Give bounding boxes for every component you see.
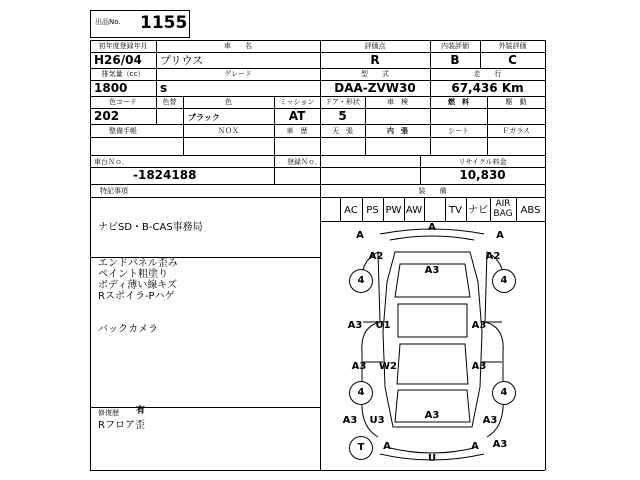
equipment-label: 装 備 (418, 187, 447, 195)
mark-right-rear-door: A3 (471, 361, 487, 372)
car-history-label: 車 歴 (286, 127, 308, 135)
color-change-label: 色替 (162, 98, 177, 106)
equip-abs: ABS (520, 205, 541, 216)
score-label: 評価点 (364, 42, 386, 50)
equip-ac: AC (344, 205, 358, 216)
mission-label: ミッション (279, 98, 315, 106)
registration-label: 初年度登録年月 (98, 42, 148, 50)
tire-rear-left: 4 (349, 381, 373, 405)
mark-rear-bumper-right: A (471, 441, 479, 452)
interior-grade-label: 内装評価 (441, 42, 469, 50)
equip-airbag: AIR BAG (493, 199, 513, 219)
mark-left-pillar: A3 (347, 320, 363, 331)
tire-rear-right: 4 (492, 381, 516, 405)
notes-extra: バックカメラ (98, 324, 158, 335)
mark-front-right: A (496, 230, 504, 241)
mark-front-left: A (356, 230, 364, 241)
car-name-value: プリウス (160, 54, 204, 67)
tire-front-right: 4 (492, 269, 516, 293)
mark-rear-left-lamp: U3 (369, 415, 385, 426)
fuel-label: 燃 料 (448, 98, 469, 106)
lot-number: 1155 (140, 13, 188, 33)
doors-label: ドア・形状 (325, 98, 360, 106)
mileage-label: 走 行 (473, 70, 502, 78)
equip-navi: ナビ (468, 205, 488, 216)
color-label: 色 (225, 98, 232, 106)
exterior-grade-value: C (508, 53, 517, 67)
car-name-label: 車 名 (224, 42, 252, 50)
displacement-label: 排気量（cc） (101, 70, 145, 78)
repair-history-label: 修復歴 (98, 409, 119, 417)
color-code-label: 色コード (109, 98, 137, 106)
repair-note: Rフロア歪 (98, 420, 145, 431)
tire-front-left: 4 (349, 269, 373, 293)
color-value: ブラック (188, 113, 220, 122)
equip-tv: TV (449, 205, 462, 216)
displacement-value: 1800 (94, 81, 128, 95)
front-glass-label: Ｆガラス (502, 127, 530, 135)
mark-trunk: A3 (424, 410, 440, 421)
car-damage-diagram (320, 222, 545, 470)
mileage-value: 67,436 Km (451, 81, 524, 95)
mark-left-quarter: A3 (342, 415, 358, 426)
mark-hood: A3 (424, 265, 440, 276)
damage-note-3: ボディ薄い線キズ (98, 280, 177, 291)
score-value: R (370, 53, 380, 67)
notes-label: 特記事項 (100, 187, 128, 195)
grade-label: グレード (224, 70, 252, 78)
model-value: DAA-ZVW30 (334, 81, 416, 95)
mark-rear-right: A3 (492, 439, 508, 450)
equip-pw: PW (385, 205, 402, 216)
mark-fender-right: A2 (485, 251, 501, 262)
mark-rear-bumper-center: U (427, 453, 437, 464)
equip-ps: PS (366, 205, 379, 216)
color-code-value: 202 (94, 109, 120, 123)
repair-history-value: 有 (136, 406, 146, 416)
lot-number-label: 出品No. (95, 18, 121, 26)
mark-left-rear-door: A3 (351, 361, 367, 372)
inspection-label: 車 検 (387, 98, 408, 106)
model-label: 型 式 (361, 70, 389, 78)
nox-label: ＮＯＸ (218, 127, 239, 135)
interior-trim-label: 内 張 (387, 127, 408, 135)
mark-fender-left: A2 (368, 251, 384, 262)
mark-right-quarter: A3 (482, 415, 498, 426)
interior-grade-value: B (450, 53, 460, 67)
spare-tire-mark: T (349, 436, 373, 460)
mark-rear-glass: W2 (379, 361, 397, 372)
chassis-number-label: 車台Ｎｏ． (94, 158, 129, 166)
recycle-fee-value: 10,830 (459, 168, 506, 182)
damage-note-4: Rスポイラ-Pハゲ (98, 291, 175, 302)
exterior-grade-label: 外装評価 (498, 42, 527, 50)
mark-rear-bumper-left: A (383, 441, 391, 452)
notes-line-navi: ナビSD・B-CAS事務局 (98, 222, 203, 233)
roof-lining-label: 天 張 (332, 127, 353, 135)
registration-number-label: 登録Ｎｏ． (287, 158, 322, 166)
damage-note-1: エンドパネル歪み (98, 258, 178, 269)
chassis-number-value: -1824188 (133, 168, 197, 182)
registration-value: H26/04 (94, 53, 142, 67)
doors-value: 5 (338, 109, 347, 123)
mark-front-center: A (428, 222, 436, 233)
drive-label: 駆 動 (505, 98, 527, 106)
damage-note-2: ペイント粗塗り (98, 269, 168, 280)
equip-aw: AW (405, 205, 423, 216)
recycle-fee-label: リサイクル料金 (458, 158, 507, 166)
mark-right-pillar: A3 (471, 320, 487, 331)
mission-value: AT (288, 109, 306, 123)
grade-value: s (160, 81, 168, 95)
mark-left-door: U1 (375, 320, 391, 331)
seat-label: シート (448, 127, 469, 135)
service-manual-label: 整備手帳 (109, 127, 137, 135)
